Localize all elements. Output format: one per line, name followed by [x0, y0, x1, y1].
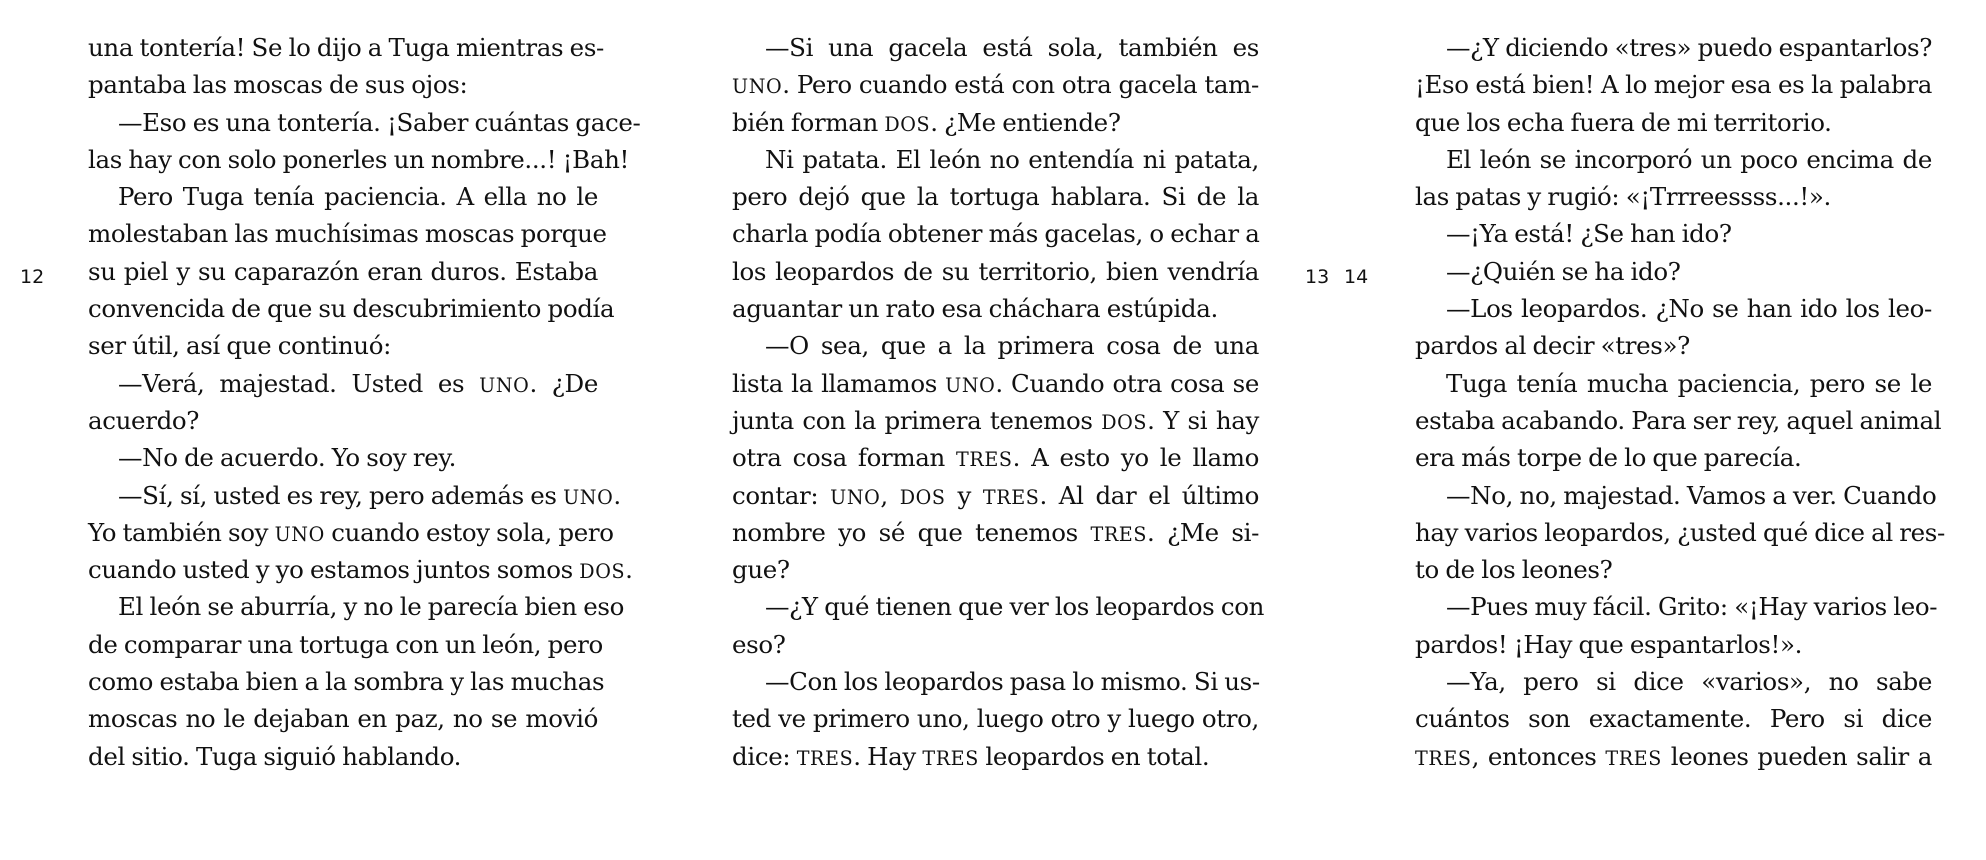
text-line: estaba acabando. Para ser rey, aquel animal [1415, 405, 1942, 435]
text-column-left [88, 29, 641, 775]
text-line: —Los leopardos. ¿No se han ido los leo- [1446, 294, 1932, 324]
text-line: charla podía obtener más gacelas, o echar a [732, 219, 1260, 249]
text-line: como estaba bien a la sombra y las muchas [88, 667, 605, 697]
text-line: convencida de que su descubrimiento podía [88, 294, 615, 324]
text-line: —Ya, pero si dice «varios», no sabe [1446, 667, 1932, 697]
text-line: —No de acuerdo. Yo soy rey. [118, 443, 457, 473]
text-line: una tontería! Se lo dijo a Tuga mientras es- [88, 33, 604, 62]
text-line: —¡Ya está! ¿Se han ido? [1446, 219, 1732, 249]
text-line: —Pues muy fácil. Grito: «¡Hay varios leo- [1446, 592, 1938, 622]
text-column-right [1415, 29, 1945, 775]
text-line: las patas y rugió: «¡Trrreessss...!». [1415, 182, 1831, 212]
text-line: dice: TRES. Hay TRES leopardos en total. [732, 741, 1210, 771]
text-line: El león se aburría, y no le parecía bien eso [118, 592, 625, 622]
text-line: que los echa fuera de mi territorio. [1415, 107, 1832, 137]
small-caps-word: TRES [922, 746, 979, 770]
text-line: moscas no le dejaban en paz, no se movió [88, 704, 598, 734]
text-line: otra cosa forman TRES. A esto yo le llamo [732, 443, 1259, 473]
text-line: su piel y su caparazón eran duros. Estaba [88, 256, 598, 286]
small-caps-word: DOS [899, 485, 946, 509]
small-caps-word: DOS [579, 560, 626, 584]
small-caps-word: TRES [1415, 746, 1472, 770]
text-line: pardos al decir «tres»? [1415, 331, 1690, 361]
small-caps-word: TRES [1090, 522, 1148, 546]
text-line: to de los leones? [1415, 555, 1613, 585]
text-line: los leopardos de su territorio, bien vendría [732, 256, 1259, 286]
text-line: El león se incorporó un poco encima de [1446, 144, 1932, 174]
text-line: Ni patata. El león no entendía ni patata, [765, 144, 1259, 174]
text-line: eso? [732, 629, 786, 659]
text-line: junta con la primera tenemos DOS. Y si hay [732, 405, 1259, 435]
text-line: —No, no, majestad. Vamos a ver. Cuando [1446, 480, 1937, 510]
small-caps-word: UNO [274, 522, 325, 546]
small-caps-word: UNO [830, 485, 881, 509]
small-caps-word: TRES [956, 448, 1013, 472]
text-line: cuántos son exactamente. Pero si dice [1415, 704, 1932, 734]
text-line: Tuga tenía mucha paciencia, pero se le [1446, 368, 1932, 398]
text-line: —Con los leopardos pasa lo mismo. Si us- [765, 667, 1260, 697]
text-line: —¿Quién se ha ido? [1446, 256, 1681, 286]
text-line: —O sea, que a la primera cosa de una [765, 331, 1259, 361]
text-line: gue? [732, 555, 790, 585]
text-line: aguantar un rato esa cháchara estúpida. [732, 294, 1218, 324]
small-caps-word: TRES [982, 485, 1040, 509]
small-caps-word: TRES [796, 746, 854, 770]
text-line: era más torpe de lo que parecía. [1415, 443, 1802, 473]
text-line: acuerdo? [88, 405, 200, 435]
page-number-13: 13 [1305, 266, 1330, 288]
text-line: cuando usted y yo estamos juntos somos DOS. [88, 555, 633, 585]
text-line: las hay con solo ponerles un nombre...! ¡Bah! [88, 144, 630, 174]
text-line: TRES, entonces TRES leones pueden salir a [1415, 741, 1932, 771]
text-line: ted ve primero uno, luego otro y luego otro, [732, 704, 1259, 734]
text-line: Yo también soy UNO cuando estoy sola, pero [88, 517, 614, 547]
text-line: bién forman DOS. ¿Me entiende? [732, 107, 1121, 137]
text-line: nombre yo sé que tenemos TRES. ¿Me si- [732, 517, 1259, 547]
small-caps-word: DOS [1101, 410, 1148, 434]
small-caps-word: UNO [732, 75, 783, 99]
small-caps-word: TRES [1605, 746, 1662, 770]
text-line: —Verá, majestad. Usted es UNO. ¿De [118, 368, 598, 398]
text-line: UNO. Pero cuando está con otra gacela tam- [732, 70, 1259, 100]
page-number-14: 14 [1344, 266, 1369, 288]
small-caps-word: DOS [884, 112, 931, 136]
text-line: de comparar una tortuga con un león, pero [88, 629, 603, 659]
text-line: del sitio. Tuga siguió hablando. [88, 741, 462, 771]
text-line: —Eso es una tontería. ¡Saber cuántas gace- [118, 107, 641, 137]
text-line: —Si una gacela está sola, también es [765, 33, 1259, 62]
text-line: molestaban las muchísimas moscas porque [88, 219, 607, 249]
text-line: pantaba las moscas de sus ojos: [88, 70, 468, 100]
text-line: Pero Tuga tenía paciencia. A ella no le [118, 182, 598, 212]
text-line: hay varios leopardos, ¿usted qué dice al res- [1415, 517, 1945, 547]
text-line: ¡Eso está bien! A lo mejor esa es la palabra [1415, 70, 1932, 100]
page-number-12: 12 [20, 266, 45, 288]
small-caps-word: UNO [479, 373, 530, 397]
text-line: —¿Y diciendo «tres» puedo espantarlos? [1446, 33, 1933, 62]
text-line: contar: UNO, DOS y TRES. Al dar el último [732, 480, 1259, 510]
text-line: —Sí, sí, usted es rey, pero además es UNO. [118, 480, 621, 510]
text-line: —¿Y qué tienen que ver los leopardos con [765, 592, 1265, 622]
text-line: pero dejó que la tortuga hablara. Si de la [732, 182, 1259, 212]
text-column-middle [732, 29, 1265, 775]
small-caps-word: UNO [945, 373, 996, 397]
text-line: ser útil, así que continuó: [88, 331, 392, 361]
text-line: lista la llamamos UNO. Cuando otra cosa se [732, 368, 1259, 398]
text-line: pardos! ¡Hay que espantarlos!». [1415, 629, 1803, 659]
small-caps-word: UNO [563, 485, 614, 509]
